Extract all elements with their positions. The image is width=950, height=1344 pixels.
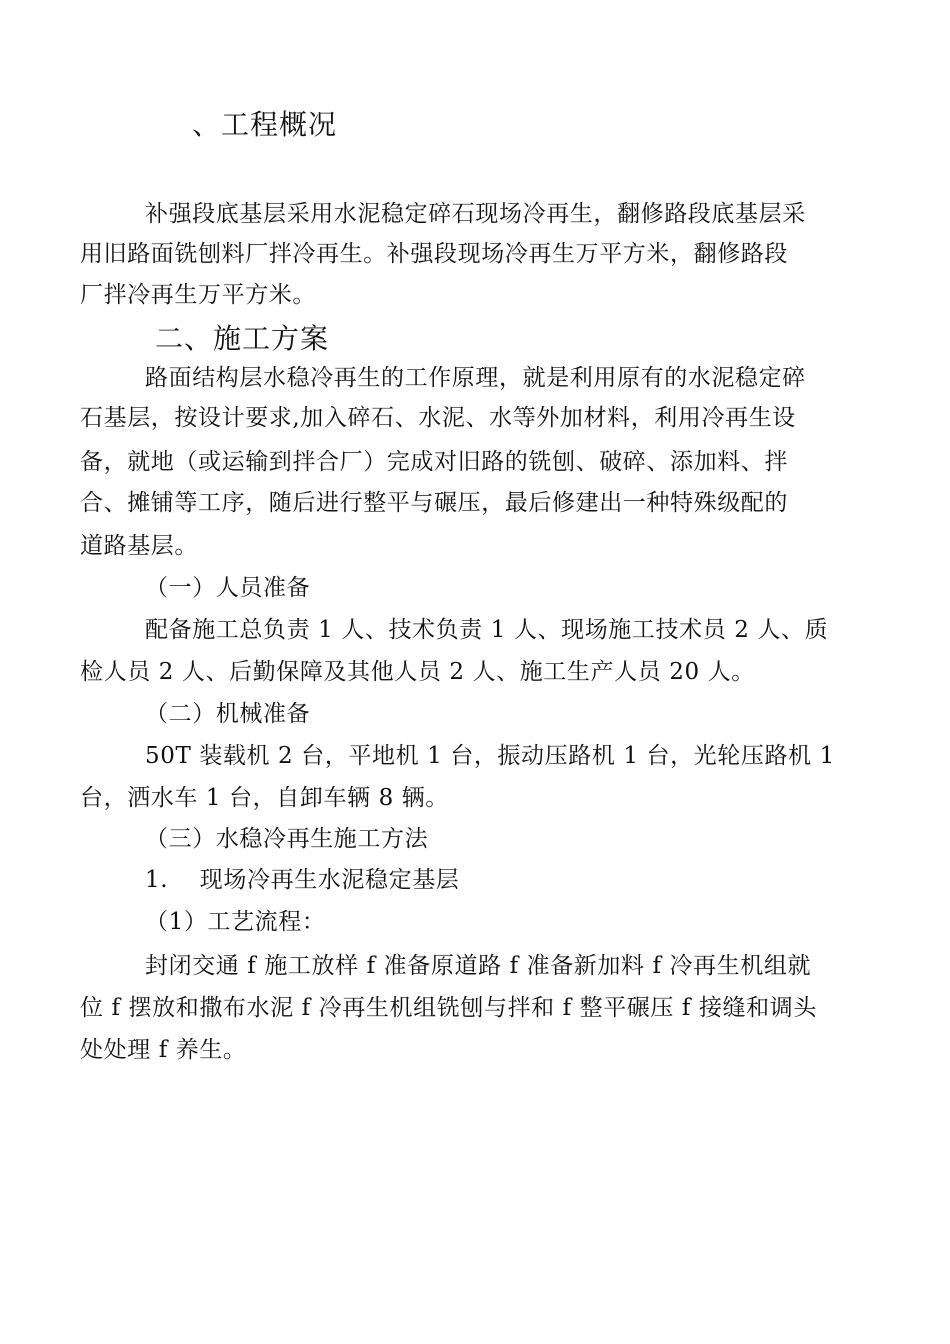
personnel-line-1: 配备施工总负责 1 人、技术负责 1 人、现场施工技术员 2 人、质 [145, 617, 829, 643]
section-heading-plan: 二、施工方案 [155, 322, 330, 355]
process-line-2: 位 f 摆放和撒布水泥 f 冷再生机组铣刨与拌和 f 整平碾压 f 接缝和调头 [80, 995, 817, 1021]
method-item-1: 1. 现场冷再生水泥稳定基层 [145, 867, 460, 893]
overview-line-3: 厂拌冷再生万平方米。 [80, 282, 316, 308]
process-line-1: 封闭交通 f 施工放样 f 准备原道路 f 准备新加料 f 冷再生机组就 [145, 953, 812, 979]
subheading-personnel: （一）人员准备 [145, 575, 311, 601]
machinery-line-1: 50T 装载机 2 台，平地机 1 台，振动压路机 1 台，光轮压路机 1 [145, 743, 835, 769]
overview-line-1: 补强段底基层采用水泥稳定碎石现场冷再生，翻修路段底基层采 [145, 201, 806, 227]
subheading-process: （1）工艺流程： [145, 909, 326, 935]
subheading-machinery: （二）机械准备 [145, 701, 311, 727]
machinery-line-2: 台，洒水车 1 台，自卸车辆 8 辆。 [80, 785, 449, 811]
plan-line-3: 备，就地（或运输到拌合厂）完成对旧路的铣刨、破碎、添加料、拌 [80, 449, 788, 475]
plan-line-2: 石基层，按设计要求,加入碎石、水泥、水等外加材料，利用冷再生设 [80, 405, 796, 431]
subheading-method: （三）水稳冷再生施工方法 [145, 826, 429, 852]
plan-line-4: 合、摊铺等工序，随后进行整平与碾压，最后修建出一种特殊级配的 [80, 490, 788, 516]
plan-line-5: 道路基层。 [80, 533, 198, 559]
personnel-line-2: 检人员 2 人、后勤保障及其他人员 2 人、施工生产人员 20 人。 [80, 659, 755, 685]
process-line-3: 处处理 f 养生。 [80, 1037, 247, 1063]
plan-line-1: 路面结构层水稳冷再生的工作原理，就是利用原有的水泥稳定碎 [145, 365, 806, 391]
section-heading-overview: 、工程概况 [192, 108, 338, 141]
overview-line-2: 用旧路面铣刨料厂拌冷再生。补强段现场冷再生万平方米，翻修路段 [80, 241, 788, 267]
